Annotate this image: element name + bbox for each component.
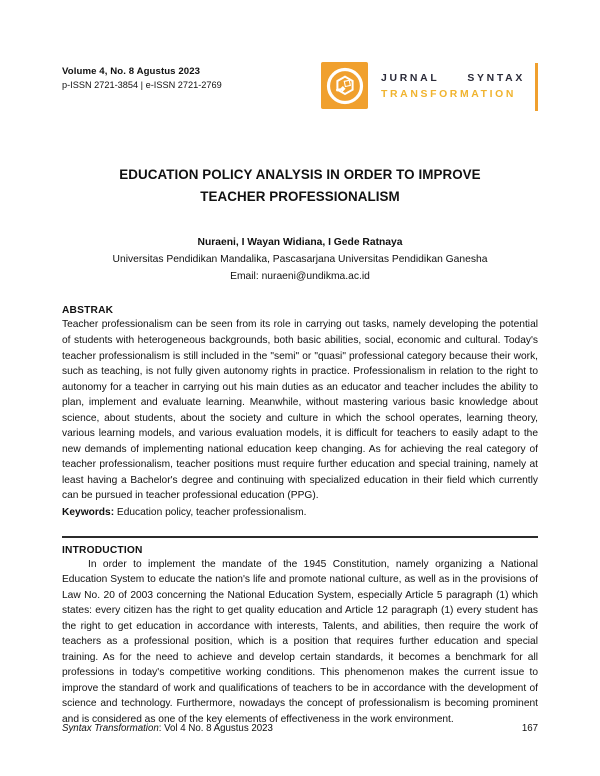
abstract-section <box>62 305 538 520</box>
introduction-body: In order to implement the mandate of the 1945 Constitution, namely organizing a National Education System to educate the nation's life and promote national culture, as well as in the provisions of Law No. 20 of 2003 concerning the National Education System, especially Article 5 paragraph (1) which states: every citizen has the right to get quality education and Article 12 paragraph (1) every student has the right to get education in accordance with interests, Talents, and abilities, then require the work of teachers as a professional position, which is a position that requires further education and special training. As for the need to achieve and develop certain standards, it becomes a benchmark for all professions in today's competitive working conditions. This phenomenon makes the current issue to improve the standard of work and qualifications of teachers to be in accordance with the development of science and technology. Furthermore, nowadays the concept of professionalism is becoming prominent and is considered as one of the key elements of effectiveness in the work environment. <box>62 558 538 725</box>
author-email: Email: nuraeni@undikma.ac.id <box>230 270 370 282</box>
issn-line: p-ISSN 2721-3854 | e-ISSN 2721-2769 <box>62 79 222 90</box>
masthead <box>62 62 538 120</box>
logo-word-syntax: SYNTAX <box>467 73 525 85</box>
logo-wordmark-top <box>381 71 525 87</box>
cube-hexagon-logo-icon <box>321 62 368 109</box>
journal-logo <box>321 62 538 112</box>
title-line-2: TEACHER PROFESSIONALISM <box>200 188 400 204</box>
footer-citation <box>62 723 273 734</box>
authors-block <box>62 235 538 285</box>
footer-journal-name: Syntax Transformation <box>62 723 159 734</box>
section-divider <box>62 536 538 538</box>
introduction-heading: INTRODUCTION <box>62 544 143 556</box>
keywords-value: Education policy, teacher professionalism. <box>114 506 307 518</box>
page-title <box>62 164 538 207</box>
page-footer <box>62 723 538 734</box>
title-line-1: EDUCATION POLICY ANALYSIS IN ORDER TO IMPROVE <box>119 167 481 182</box>
keywords-line <box>62 505 538 521</box>
keywords-label: Keywords: <box>62 506 115 518</box>
author-names: Nuraeni, I Wayan Widiana, I Gede Ratnaya <box>197 237 403 249</box>
logo-word-jurnal: JURNAL <box>381 73 440 85</box>
introduction-section <box>62 545 538 728</box>
logo-accent-bar <box>535 63 538 111</box>
footer-page-number: 167 <box>521 723 538 734</box>
abstract-body: Teacher professionalism can be seen from its role in carrying out tasks, namely developing the potential of students with heterogeneous backgrounds, both basic abilities, social, economic and cultural. Today's teacher professionalism is still included in the "semi" or "quasi" professional category because their work, such as teaching, is not fully given autonomy rights in practice. Professionalism in relation to the right to autonomy for a teacher in carrying out his main duties as an educator and teacher includes the ability to plan, implement and evaluate learning. Meanwhile, without mastering various basic knowledge about science, about students, about the society and culture in which the school operates, learning theory, various learning models, and various evaluation models, it is difficult for teachers to easily adapt to the new demands of implementing national education keep changing. As for achieving the real category of teacher professionalism, teacher positions must require further education and special training, namely at least having a Bachelor's degree and continuing with specialized education in their field which currently can be pursued in teacher professional education (PPG). <box>62 319 538 502</box>
author-affiliation: Universitas Pendidikan Mandalika, Pascasarjana Universitas Pendidikan Ganesha <box>112 254 488 266</box>
volume-line: Volume 4, No. 8 Agustus 2023 <box>62 66 201 77</box>
issn-block <box>62 62 222 92</box>
abstract-heading: ABSTRAK <box>62 305 114 317</box>
logo-wordmark <box>368 62 535 112</box>
footer-issue-text: : Vol 4 No. 8 Agustus 2023 <box>158 723 273 734</box>
logo-word-transformation: TRANSFORMATION <box>381 89 517 100</box>
